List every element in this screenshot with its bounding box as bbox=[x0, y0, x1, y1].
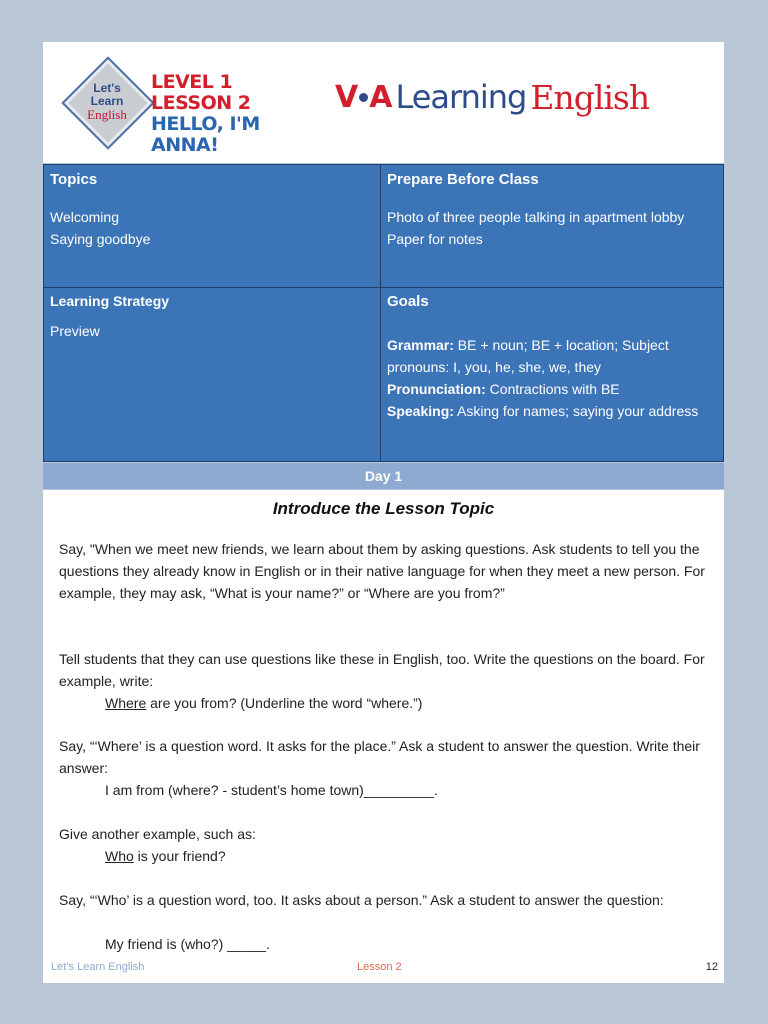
topic-item: Welcoming bbox=[50, 209, 119, 225]
brand-english: English bbox=[530, 77, 650, 117]
logo-line-2: Learn bbox=[90, 94, 124, 108]
grammar-label: Grammar: bbox=[387, 337, 454, 353]
brand-learning: Learning bbox=[395, 78, 527, 116]
topics-cell bbox=[43, 164, 381, 288]
lesson-label: LESSON 2 bbox=[151, 92, 251, 114]
logo-line-3: English bbox=[87, 107, 127, 122]
voa-learning-english-logo bbox=[335, 75, 649, 119]
logo-text bbox=[63, 82, 151, 121]
goal-speaking bbox=[387, 400, 717, 422]
paragraph-1: Say, "When we meet new friends, we learn about them by asking questions. Ask students to tell you the questions they already know in English or in their native language for when they meet a new person. For example, they may ask, “What is your name?” or “Where are you from?” bbox=[59, 541, 705, 601]
day-bar: Day 1 bbox=[43, 463, 724, 489]
goal-grammar bbox=[387, 334, 717, 378]
topics-heading: Topics bbox=[50, 171, 98, 188]
level-label: LEVEL 1 bbox=[151, 71, 233, 93]
voa-v: V bbox=[335, 79, 358, 115]
paragraph-4: Give another example, such as: bbox=[59, 826, 256, 842]
section-title: Introduce the Lesson Topic bbox=[272, 499, 495, 518]
page-footer bbox=[43, 958, 724, 978]
goals-list bbox=[387, 334, 717, 422]
topics-list bbox=[50, 206, 374, 250]
lesson-title-line-1: HELLO, I'M bbox=[151, 113, 260, 135]
goal-pronunciation bbox=[387, 378, 717, 400]
grammar-text: BE + noun; BE + location; Subject pronouns: I, you, he, she, we, they bbox=[387, 337, 669, 375]
example-where-rest: are you from? (Underline the word “where.”) bbox=[146, 695, 423, 711]
topic-item: Saying goodbye bbox=[50, 231, 151, 247]
lesson-content bbox=[43, 490, 724, 983]
underlined-word-where: Where bbox=[105, 695, 147, 711]
prepare-item: Photo of three people talking in apartment lobby bbox=[387, 209, 685, 225]
speaking-text: Asking for names; saying your address bbox=[453, 403, 699, 419]
lets-learn-english-logo bbox=[63, 58, 151, 146]
strategy-list bbox=[50, 320, 374, 342]
paragraph-3: Say, “‘Where’ is a question word. It asks for the place.” Ask a student to answer the question. Write their answer: bbox=[59, 738, 700, 776]
example-who-rest: is your friend? bbox=[133, 848, 226, 864]
lesson-info-grid bbox=[43, 164, 724, 462]
footer-course-name: Let’s Learn English bbox=[51, 961, 145, 973]
prepare-cell bbox=[381, 164, 724, 288]
paragraph-5: Say, “‘Who’ is a question word, too. It asks about a person.” Ask a student to answer the question: bbox=[59, 892, 664, 908]
lesson-header bbox=[43, 42, 724, 163]
page-number: 12 bbox=[705, 961, 718, 973]
lesson-title-line-2: ANNA! bbox=[151, 134, 219, 156]
strategy-heading: Learning Strategy bbox=[50, 293, 170, 309]
pronunciation-text: Contractions with BE bbox=[485, 381, 620, 397]
example-where bbox=[59, 692, 755, 714]
goals-heading: Goals bbox=[387, 293, 429, 310]
prepare-item: Paper for notes bbox=[387, 231, 483, 247]
prepare-list bbox=[387, 206, 717, 250]
example-answer-who: My friend is (who?) _____. bbox=[105, 936, 270, 952]
voa-a: A bbox=[369, 79, 392, 115]
underlined-word-who: Who bbox=[105, 848, 134, 864]
speaking-label: Speaking: bbox=[387, 403, 454, 419]
example-answer-where: I am from (where? - student’s home town)_________. bbox=[105, 782, 438, 798]
goals-cell bbox=[381, 288, 724, 462]
footer-lesson-name: Lesson 2 bbox=[357, 961, 402, 973]
paragraph-2: Tell students that they can use questions like these in English, too. Write the questions on the board. For example, write: bbox=[59, 651, 705, 689]
example-who bbox=[59, 845, 755, 867]
logo-line-1: Let's bbox=[93, 81, 121, 95]
pronunciation-label: Pronunciation: bbox=[387, 381, 486, 397]
voa-dot-icon bbox=[359, 93, 368, 102]
strategy-item: Preview bbox=[50, 323, 100, 339]
lesson-title bbox=[151, 72, 260, 156]
prepare-heading: Prepare Before Class bbox=[387, 171, 539, 188]
strategy-cell bbox=[43, 288, 381, 462]
